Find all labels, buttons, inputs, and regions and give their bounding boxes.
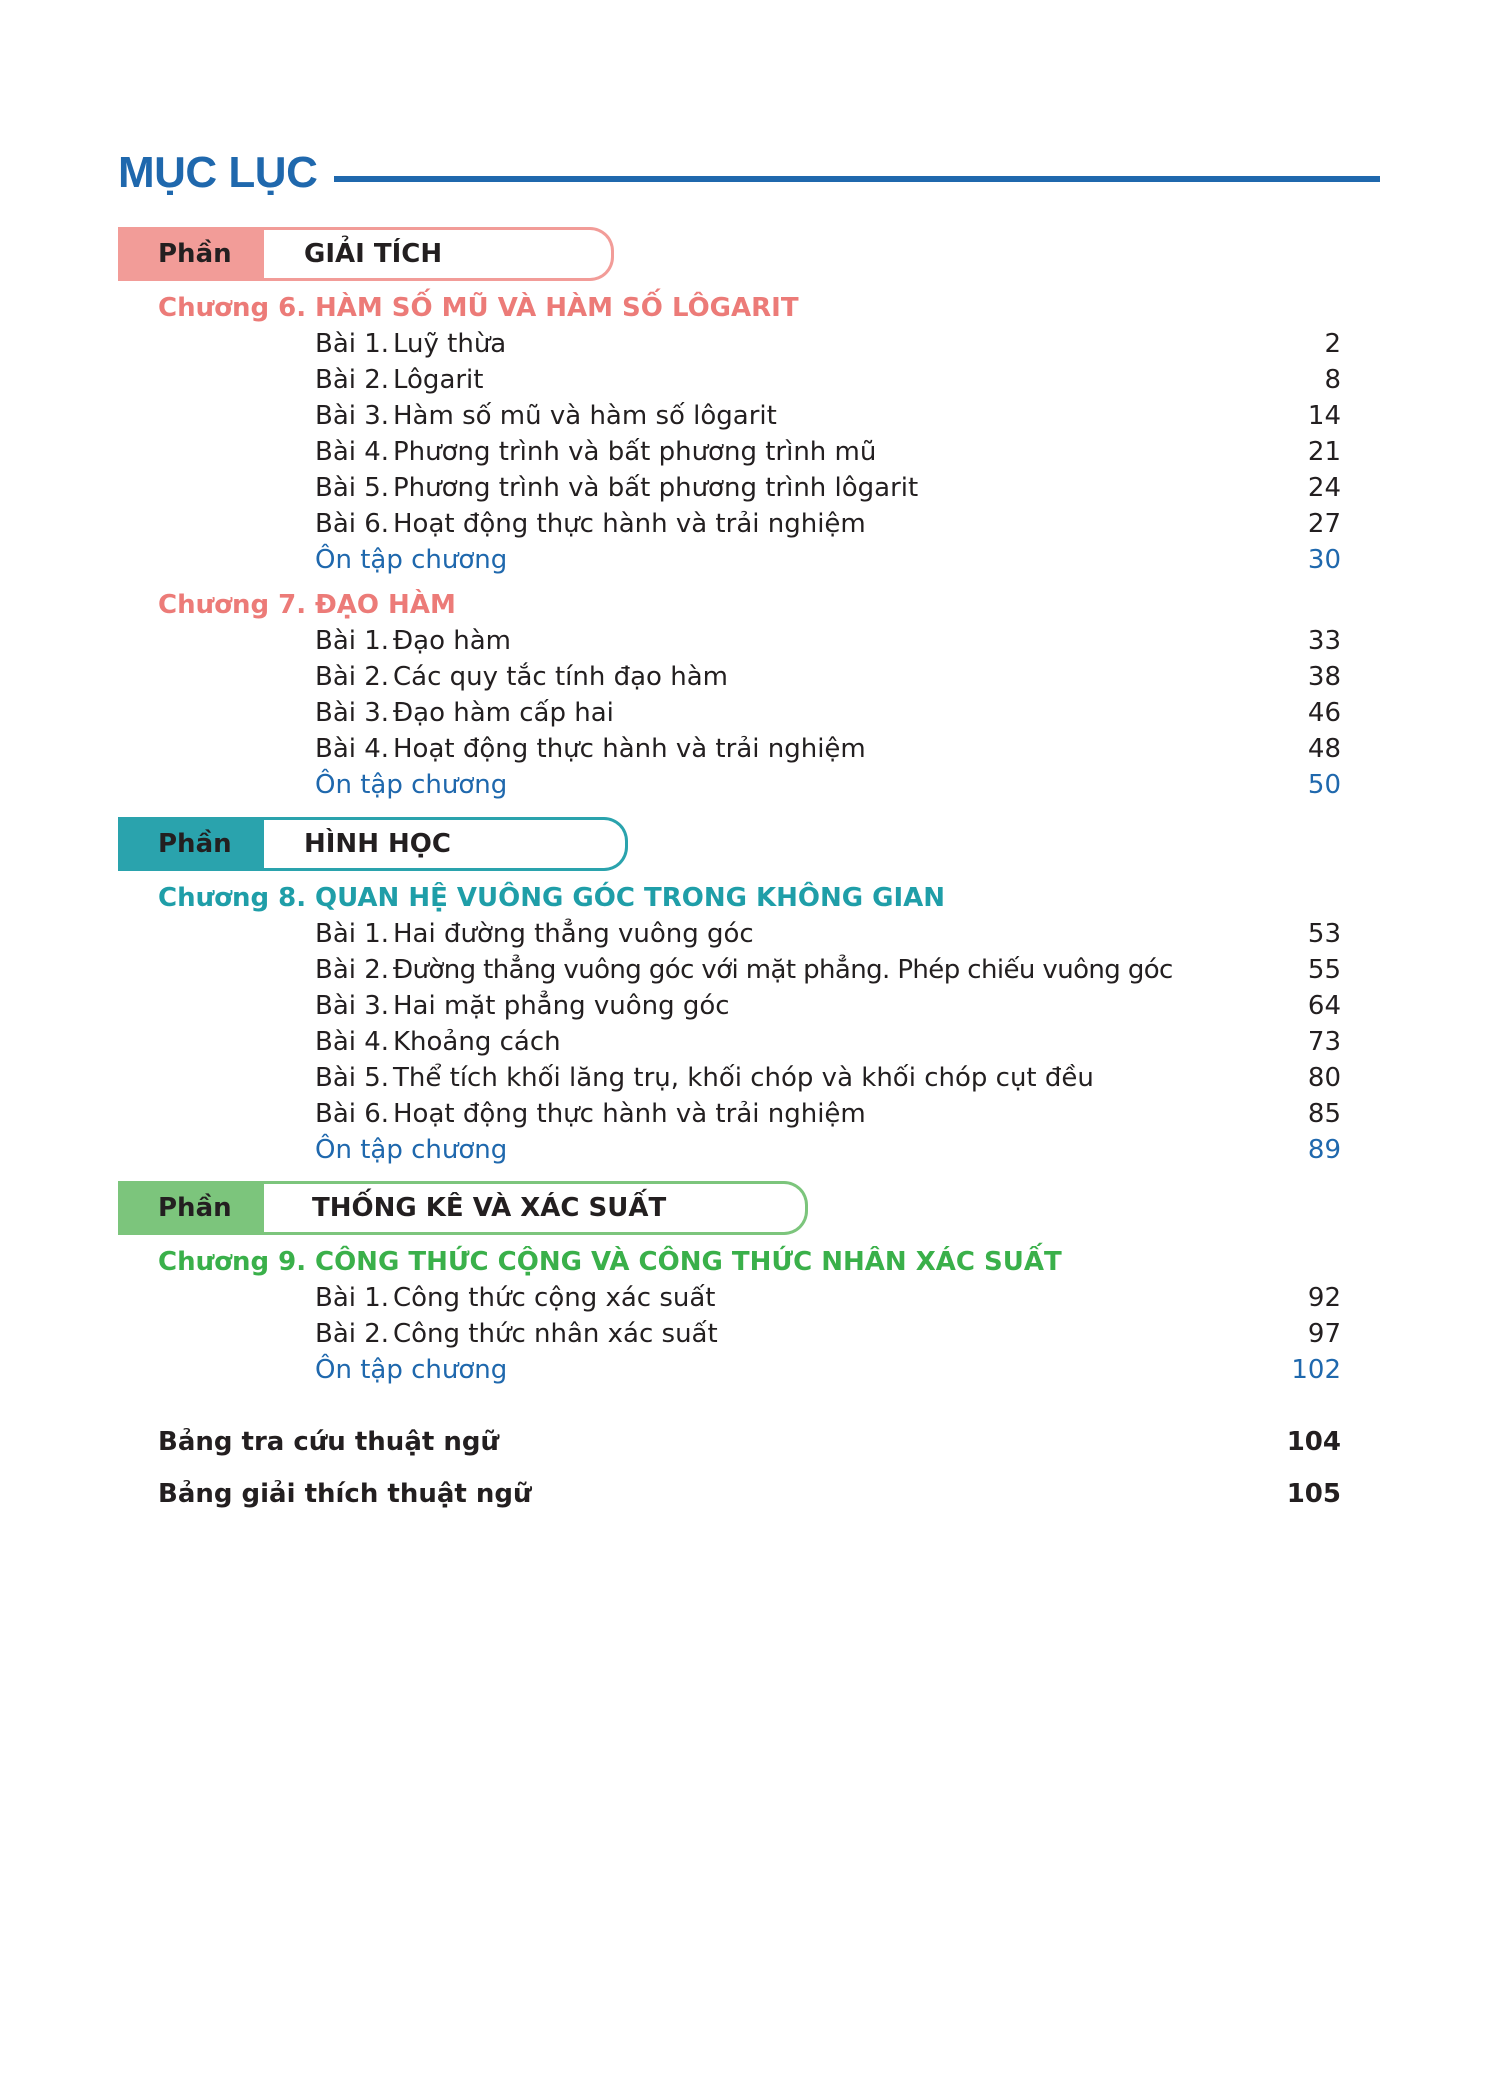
lesson-number: Bài 5. [315, 1063, 390, 1093]
part-tag: Phần [118, 1181, 268, 1235]
lesson-row[interactable] [315, 1060, 1341, 1096]
page-number: 97 [1307, 1319, 1341, 1349]
lesson-title: Luỹ thừa [393, 329, 507, 359]
lesson-row[interactable] [315, 470, 1341, 506]
lesson-row[interactable] [315, 1280, 1341, 1316]
lesson-row[interactable] [315, 434, 1341, 470]
glossary-title: Bảng tra cứu thuật ngữ [158, 1427, 499, 1457]
lesson-row[interactable] [315, 362, 1341, 398]
page-title: MỤC LỤC [118, 148, 318, 197]
lesson-title: Lôgarit [393, 365, 484, 395]
page-number: 53 [1307, 919, 1341, 949]
lesson-row[interactable] [315, 1316, 1341, 1352]
lesson-number: Bài 1. [315, 919, 390, 949]
lesson-number: Bài 6. [315, 1099, 390, 1129]
page-number: 102 [1291, 1355, 1341, 1385]
chapter-review-row[interactable] [315, 542, 1341, 578]
page-number: 38 [1307, 662, 1341, 692]
lesson-number: Bài 2. [315, 662, 390, 692]
lesson-title: Công thức cộng xác suất [393, 1283, 716, 1313]
lesson-title: Các quy tắc tính đạo hàm [393, 662, 728, 692]
title-rule [334, 176, 1380, 182]
lesson-row[interactable] [315, 1024, 1341, 1060]
page-number: 33 [1307, 626, 1341, 656]
review-title: Ôn tập chương [315, 1135, 508, 1165]
lesson-title: Hàm số mũ và hàm số lôgarit [393, 401, 777, 431]
page-number: 104 [1286, 1427, 1341, 1457]
chapter-number: Chương 6. [158, 293, 307, 323]
chapter-title: HÀM SỐ MŨ VÀ HÀM SỐ LÔGARIT [315, 293, 799, 323]
page-number: 48 [1307, 734, 1341, 764]
lesson-number: Bài 3. [315, 401, 390, 431]
part-tag: Phần [118, 227, 268, 281]
lesson-row[interactable] [315, 916, 1341, 952]
chapter-review-row[interactable] [315, 1132, 1341, 1168]
page-number: 64 [1307, 991, 1341, 1021]
page-number: 92 [1307, 1283, 1341, 1313]
chapter-number: Chương 8. [158, 883, 307, 913]
page-number: 21 [1307, 437, 1341, 467]
chapter-title: QUAN HỆ VUÔNG GÓC TRONG KHÔNG GIAN [315, 883, 946, 913]
chapter-heading [158, 587, 456, 623]
page-number: 24 [1307, 473, 1341, 503]
part-tag: Phần [118, 817, 268, 871]
lesson-title: Phương trình và bất phương trình lôgarit [393, 473, 919, 503]
chapter-number: Chương 9. [158, 1247, 307, 1277]
lesson-title: Công thức nhân xác suất [393, 1319, 718, 1349]
page-number: 80 [1307, 1063, 1341, 1093]
lesson-title: Hai mặt phẳng vuông góc [393, 991, 730, 1021]
review-title: Ôn tập chương [315, 545, 508, 575]
lesson-title: Hoạt động thực hành và trải nghiệm [393, 734, 866, 764]
lesson-title: Phương trình và bất phương trình mũ [393, 437, 877, 467]
chapter-heading [158, 290, 799, 326]
lesson-row[interactable] [315, 731, 1341, 767]
lesson-number: Bài 3. [315, 698, 390, 728]
page-number: 8 [1324, 365, 1341, 395]
chapter-heading [158, 1244, 1062, 1280]
lesson-title: Đường thẳng vuông góc với mặt phẳng. Phép chiếu vuông góc [393, 955, 1173, 985]
glossary-explanation-row[interactable] [158, 1476, 1341, 1512]
lesson-number: Bài 1. [315, 626, 390, 656]
lesson-number: Bài 5. [315, 473, 390, 503]
page-number: 14 [1307, 401, 1341, 431]
page-number: 50 [1307, 770, 1341, 800]
page-number: 46 [1307, 698, 1341, 728]
page-number: 55 [1307, 955, 1341, 985]
lesson-number: Bài 3. [315, 991, 390, 1021]
lesson-row[interactable] [315, 1096, 1341, 1132]
lesson-row[interactable] [315, 988, 1341, 1024]
lesson-title: Đạo hàm [393, 626, 511, 656]
lesson-row[interactable] [315, 695, 1341, 731]
chapter-review-row[interactable] [315, 767, 1341, 803]
lesson-row[interactable] [315, 398, 1341, 434]
review-title: Ôn tập chương [315, 770, 508, 800]
glossary-title: Bảng giải thích thuật ngữ [158, 1479, 532, 1509]
lesson-number: Bài 2. [315, 1319, 390, 1349]
glossary-lookup-row[interactable] [158, 1424, 1341, 1460]
part-name: THỐNG KÊ VÀ XÁC SUẤT [264, 1181, 808, 1235]
lesson-number: Bài 4. [315, 437, 390, 467]
page-number: 2 [1324, 329, 1341, 359]
lesson-row[interactable] [315, 659, 1341, 695]
chapter-title: CÔNG THỨC CỘNG VÀ CÔNG THỨC NHÂN XÁC SUẤT [315, 1247, 1062, 1277]
page-number: 27 [1307, 509, 1341, 539]
part-name: GIẢI TÍCH [264, 227, 614, 281]
page-number: 85 [1307, 1099, 1341, 1129]
lesson-number: Bài 1. [315, 1283, 390, 1313]
lesson-title: Đạo hàm cấp hai [393, 698, 614, 728]
lesson-title: Hoạt động thực hành và trải nghiệm [393, 509, 866, 539]
lesson-number: Bài 4. [315, 1027, 390, 1057]
lesson-title: Hoạt động thực hành và trải nghiệm [393, 1099, 866, 1129]
lesson-number: Bài 4. [315, 734, 390, 764]
part-name: HÌNH HỌC [264, 817, 628, 871]
chapter-heading [158, 880, 945, 916]
lesson-number: Bài 1. [315, 329, 390, 359]
page-number: 105 [1286, 1479, 1341, 1509]
page-number: 30 [1307, 545, 1341, 575]
lesson-number: Bài 2. [315, 365, 390, 395]
page-number: 73 [1307, 1027, 1341, 1057]
lesson-title: Khoảng cách [393, 1027, 561, 1057]
lesson-title: Thể tích khối lăng trụ, khối chóp và khối chóp cụt đều [393, 1063, 1094, 1093]
lesson-number: Bài 6. [315, 509, 390, 539]
review-title: Ôn tập chương [315, 1355, 508, 1385]
lesson-row[interactable] [315, 326, 1341, 362]
lesson-number: Bài 2. [315, 955, 390, 985]
lesson-title: Hai đường thẳng vuông góc [393, 919, 754, 949]
lesson-row[interactable] [315, 506, 1341, 542]
chapter-number: Chương 7. [158, 590, 307, 620]
chapter-review-row[interactable] [315, 1352, 1341, 1388]
lesson-row[interactable] [315, 952, 1341, 988]
lesson-row[interactable] [315, 623, 1341, 659]
page-number: 89 [1307, 1135, 1341, 1165]
chapter-title: ĐẠO HÀM [315, 590, 456, 620]
